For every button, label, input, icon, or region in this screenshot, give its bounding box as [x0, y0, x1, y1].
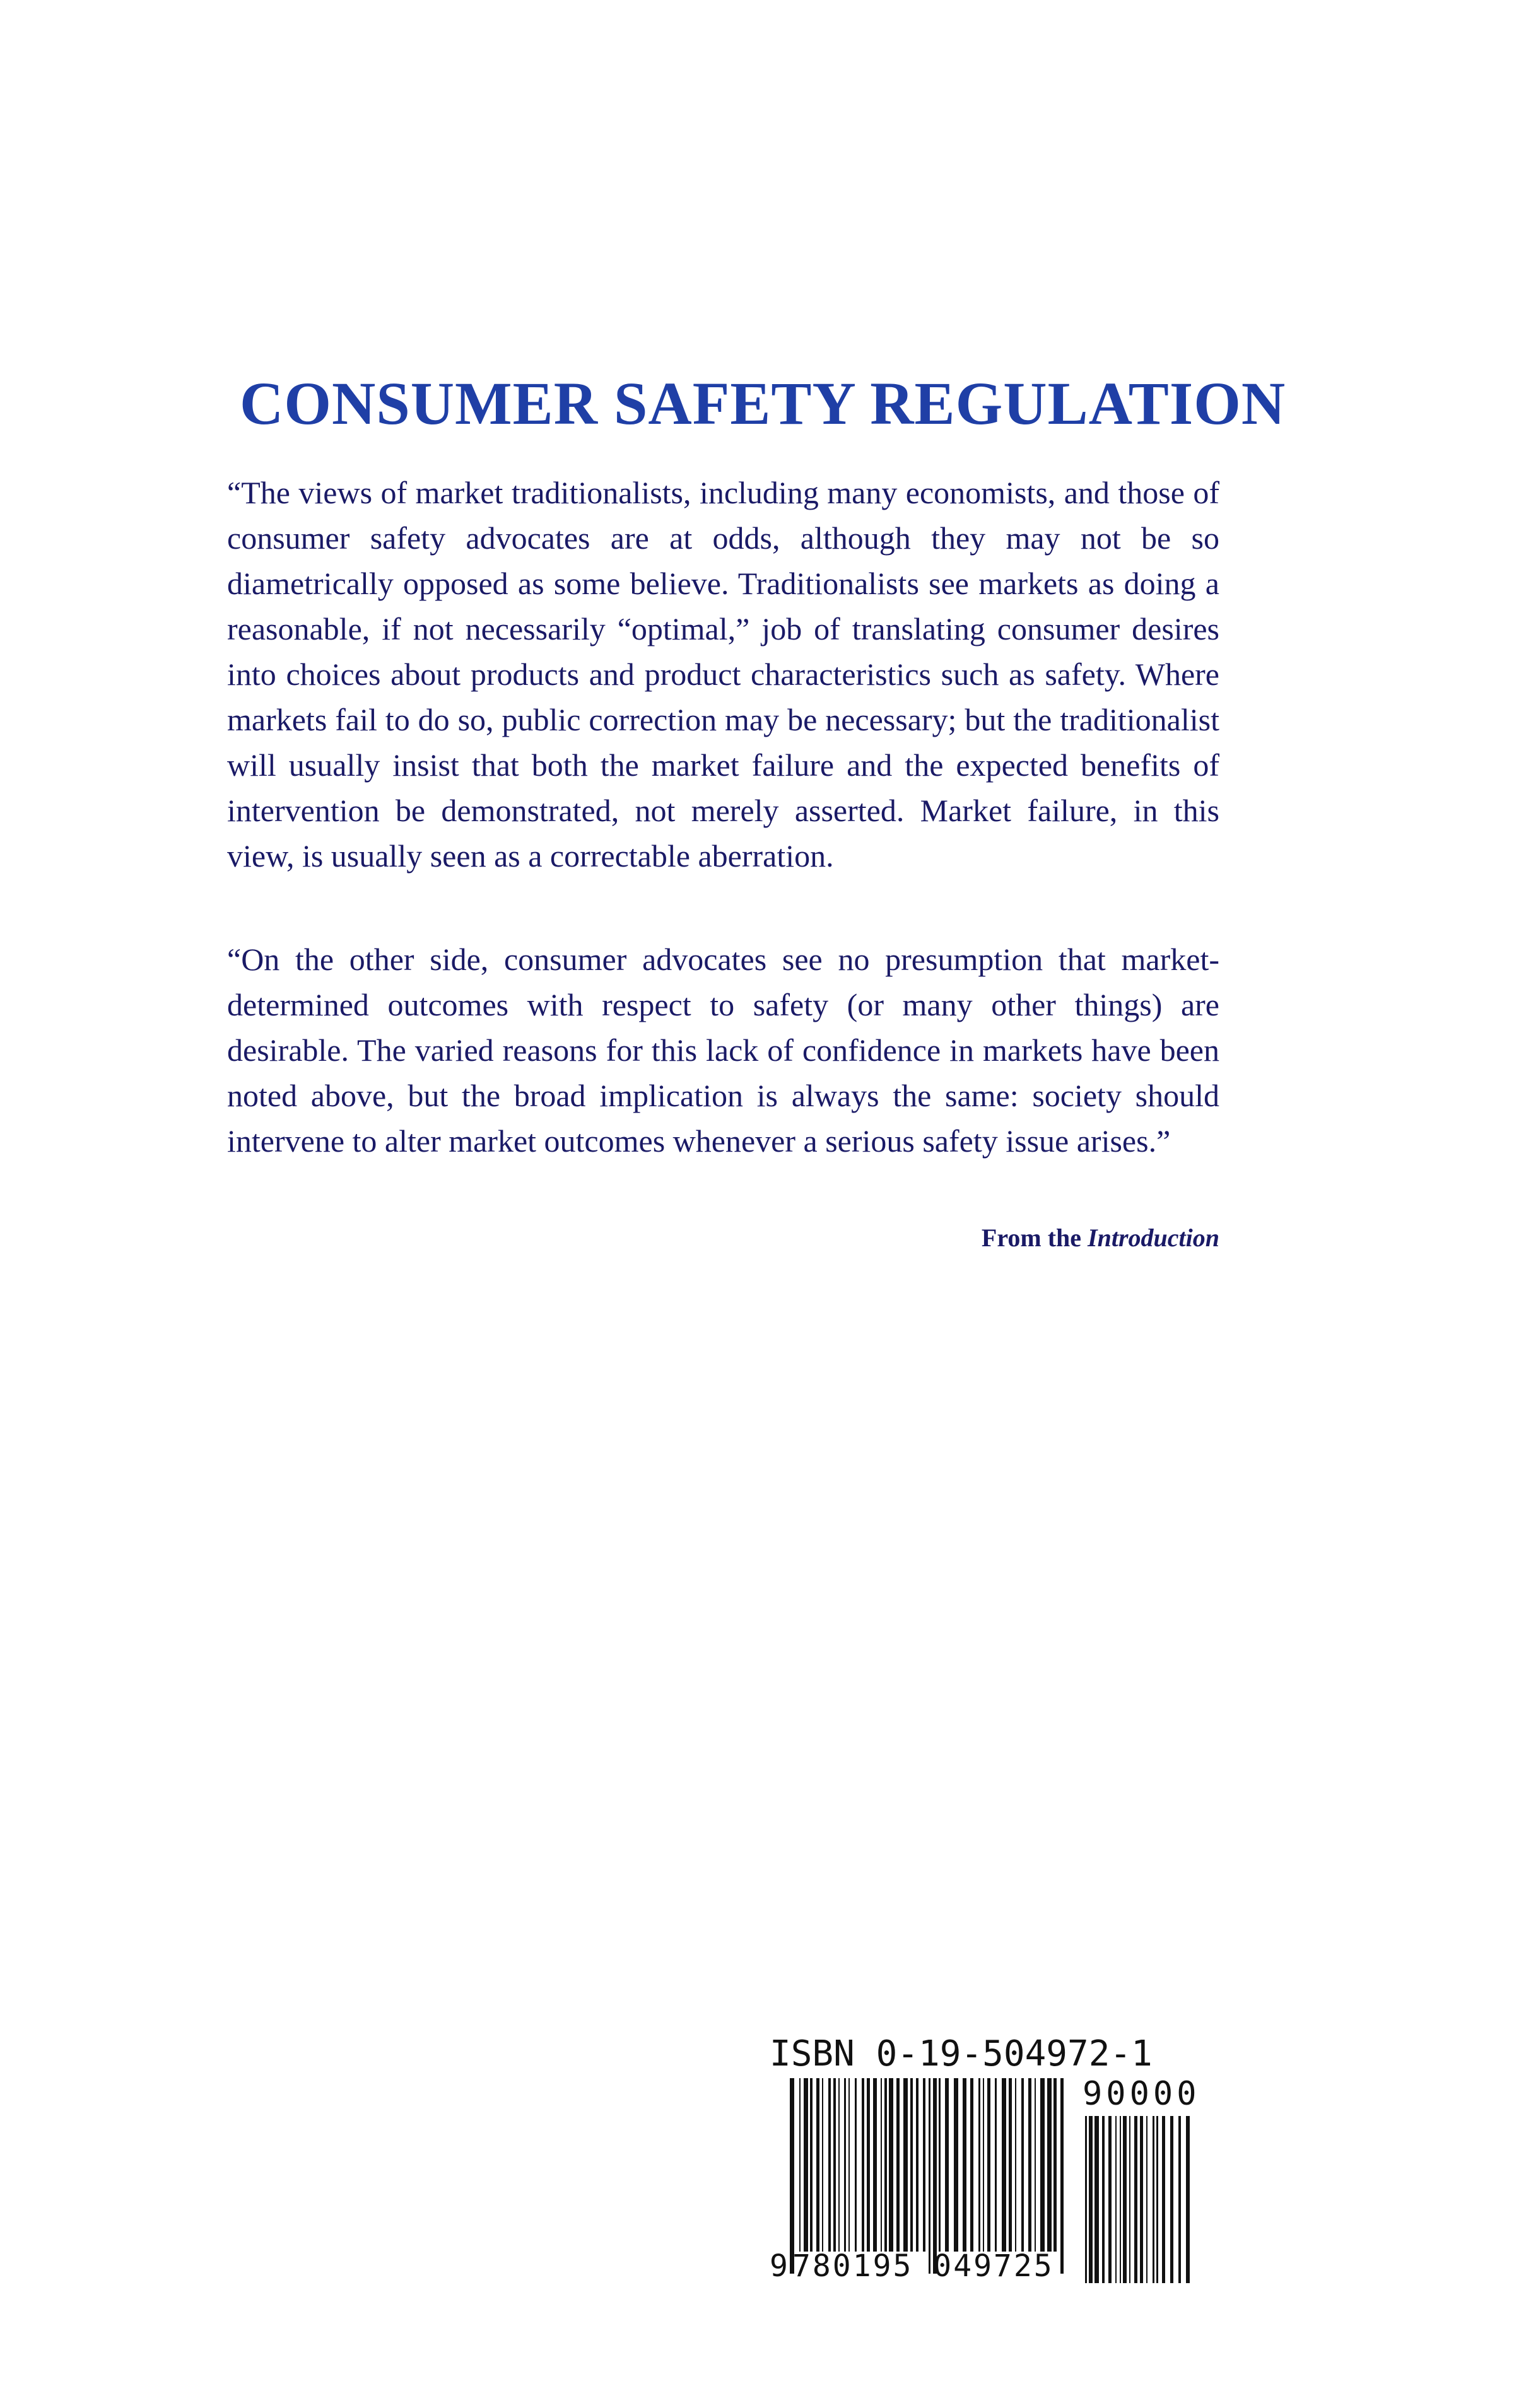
barcode-lead-digit: 9: [770, 2248, 788, 2284]
barcode-bar: [799, 2078, 801, 2252]
barcode-bar: [1102, 2116, 1105, 2283]
barcode-bar: [838, 2078, 840, 2252]
barcode-bar: [1186, 2116, 1190, 2283]
barcode-bar: [1085, 2116, 1087, 2283]
barcode-bar: [1115, 2116, 1117, 2283]
barcode-bar: [939, 2078, 941, 2252]
barcode-bar: [889, 2078, 893, 2252]
isbn-number: ISBN 0-19-504972-1: [770, 2033, 1153, 2074]
barcode-bar: [1021, 2078, 1024, 2252]
barcode-bar: [1134, 2116, 1137, 2283]
barcode-bar: [954, 2078, 958, 2252]
barcode-digits: [770, 2248, 1054, 2390]
barcode-bar: [790, 2078, 794, 2274]
barcode-bar: [810, 2078, 813, 2252]
barcode-bar: [1162, 2116, 1165, 2283]
barcode-bar: [910, 2078, 913, 2252]
barcode-bar: [816, 2078, 819, 2252]
barcode-bar: [855, 2078, 857, 2252]
attribution-source: Introduction: [1088, 1224, 1219, 1252]
barcode-bar: [963, 2078, 966, 2252]
barcode-bar: [822, 2078, 823, 2252]
barcode-bar: [1129, 2116, 1130, 2283]
barcode-bar: [1009, 2078, 1012, 2252]
barcode-bar: [844, 2078, 846, 2252]
price-code: 90000: [1083, 2075, 1200, 2113]
barcode-bar: [929, 2078, 930, 2274]
barcode-bar: [923, 2078, 925, 2252]
barcode-bar: [1002, 2078, 1006, 2252]
barcode-bar: [1015, 2078, 1016, 2252]
quote-paragraph-2: “On the other side, consumer advocates see no presumption that market-determined outcomes with respect to safety (or many other things) are desirable. The varied reasons for this lack of confidence in markets have been noted above, but the broad implication is always the same: society should intervene to alter market outcomes whenever a serious safety issue arises.”: [227, 942, 1219, 1159]
barcode-bar: [916, 2078, 918, 2252]
barcode-bar: [848, 2078, 850, 2252]
barcode-bar: [884, 2078, 887, 2252]
barcode-bar: [970, 2078, 973, 2252]
barcode-bar: [995, 2078, 997, 2252]
quote-attribution: [757, 1220, 1219, 1256]
barcode-bar: [1140, 2116, 1143, 2283]
barcode-bar: [873, 2078, 877, 2252]
barcode-bar: [1153, 2116, 1154, 2283]
barcode-bar: [1108, 2116, 1112, 2283]
barcode-bar: [1123, 2116, 1127, 2283]
barcode-bar: [1094, 2116, 1099, 2283]
isbn-barcode: [770, 2034, 1211, 2302]
barcode-bar: [1120, 2116, 1121, 2283]
barcode-bar: [1060, 2078, 1064, 2274]
barcode-bar: [983, 2078, 984, 2252]
barcode-bar: [833, 2078, 836, 2252]
barcode-bar: [1170, 2116, 1173, 2283]
barcode-main-digits: 780195 049725: [792, 2248, 1054, 2284]
barcode-bar: [804, 2078, 808, 2252]
barcode-bar: [903, 2078, 908, 2252]
book-title: CONSUMER SAFETY REGULATION: [240, 370, 1286, 437]
barcode-bar: [1146, 2116, 1147, 2283]
barcode-bar: [867, 2078, 870, 2252]
barcode-bar: [862, 2078, 864, 2252]
barcode-bar: [896, 2078, 900, 2252]
barcode-bar: [1035, 2078, 1036, 2252]
barcode-bar: [987, 2078, 990, 2252]
barcode-bar: [978, 2078, 980, 2252]
barcode-bar: [1156, 2116, 1158, 2283]
attribution-prefix: From the: [981, 1224, 1088, 1252]
barcode-bar: [1178, 2116, 1181, 2283]
barcode-bar: [1040, 2078, 1045, 2252]
barcode-bar: [945, 2078, 949, 2252]
barcode-bar: [1089, 2116, 1093, 2283]
barcode-bar: [933, 2078, 937, 2274]
barcode-bar: [828, 2078, 831, 2252]
barcode-bar: [1028, 2078, 1031, 2252]
barcode-bar: [1047, 2078, 1052, 2252]
barcode-bar: [881, 2078, 882, 2252]
quote-paragraph-1: “The views of market traditionalists, including many economists, and those of consumer safety advocates are at odds, although they may not be so diametrically opposed as some believe. Traditionalists see markets as doing a reasonable, if not necessarily “optimal,” job of translating consumer desires into choices about products and product characteristics such as safety. Where markets fail to do so, public correction may be necessary; but the traditionalist will usually insist that both the market failure and the expected benefits of intervention be demonstrated, not merely asserted. Market failure, in this view, is usually seen as a correctable aberration.: [227, 475, 1219, 874]
barcode-bar: [1053, 2078, 1057, 2252]
